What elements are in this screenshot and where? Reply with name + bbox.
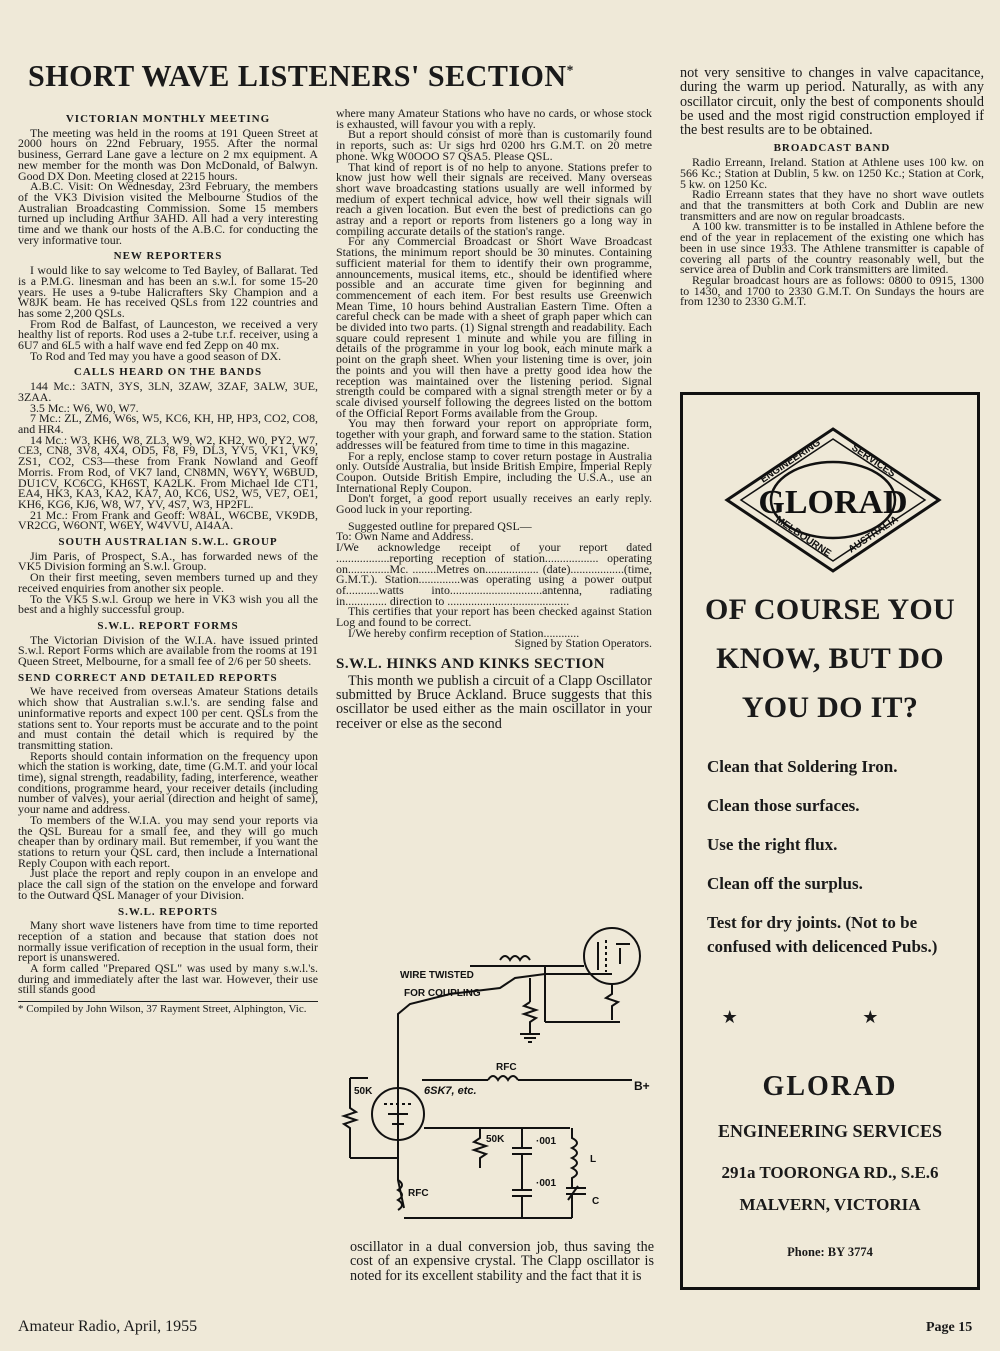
band-144: 144 Mc.: 3ATN, 3YS, 3LN, 3ZAW, 3ZAF, 3ALW, 3UE, 3ZAA. [18,379,318,404]
paragraph: not very sensitive to changes in valve capacitance, during the warm up period. Naturally, as with any oscillator circuit, only the best of components should be used and the most rigid construction employed if the best results are to be obtained. [680,65,984,139]
band-35: 3.5 Mc.: W6, W0, W7. [30,400,139,415]
circuit-label: 50K [486,1134,505,1145]
logo-text: SERVICES [849,442,898,480]
paragraph: To members of the W.I.A. you may send your reports via the QSL Bureau for a small fee, and they will go much cheaper than by ordinary mail. But remember, if you want the stations to return your QSL card, then include a International Reply Coupon with each report. [18,812,318,870]
paragraph: Many short wave listeners have from time to time reported reception of a station and because that station does not normally issue verification of reception in the usual form, their report is unanswered. [18,918,318,965]
footer-page-number: Page 15 [926,1320,973,1335]
paragraph: where many Amateur Stations who have no cards, or whose stock is exhausted, will favour you with a reply. [336,106,652,131]
tip: Clean that Soldering Iron. [707,757,898,776]
logo-text: ENGINEERING [758,437,823,486]
paragraph: A.B.C. Visit: On Wednesday, 23rd February, the members of the VK3 Division visited the Melbourne Studios of the Australian Broadcasting Commission. Some 15 members turned up including Arthur 3AHD. All had a very interesting time and we thank our hosts of the A.B.C. for conducting the very informative tour. [18,179,318,247]
ad-tips [707,755,969,974]
qsl-signed: Signed by Station Operators. [514,636,652,651]
footer-publication: Amateur Radio, April, 1955 [18,1318,198,1335]
page-title: SHORT WAVE LISTENERS' SECTION* [28,58,574,93]
qsl-line: I/We hereby confirm reception of Station............ [348,625,580,640]
band-14: 14 Mc.: W3, KH6, W8, ZL3, W9, W2, KH2, W0, PY2, W7, CE3, CN8, 3V8, 4X4, OD5, F8, F9, DL3, YV5, VK1, VK9, ZS1, CO2, CS3—these from Frank Nowland and Geoff Morris. From Rod, of VK7 land, CN8MN, W6YY, W6BUD, DU1CV, KC6CG, KH6ST, KA2LK. From Michael Ide CT1, EA4, HK3, KA3, KA2, KA7, A0, KC6, US2, W5, VE7, OE1, KH6, KG6, KJ6, W8, W7, YV, 4S7, W3, HP2FL. [18,432,318,511]
circuit-label: B+ [634,1079,650,1093]
paragraph: For any Commercial Broadcast or Short Wave Broadcast Stations, the minimum report should be 30 minutes. Containing sufficient material for them to identify their own programme, announcements, musical items, etc., should be identified where possible and an accurate time given for beginning and commencement of each item. For best results use Greenwich Mean Time, 10 hours behind Australian Eastern Time. Often a careful check can be made with a sheet of graph paper which can be divided into two parts. (1) Signal strength and readability. Each square could represent 1 minute and while you are filling in details of the programme in your log book, each minute mark a point on the graph sheet. When your listening time is over, join the points and you will then have a pretty good idea how the reception was maintained over the listening period. Signal strength could be compared with a signal strength meter or by a scale divised yourself following the degrees listed on the bottom of the Official Report Forms available from the Group. [336,234,652,420]
circuit-label: ·001 [536,1136,557,1147]
logo-name: GLORAD [758,484,908,521]
paragraph: On their first meeting, seven members turned up and they received enquiries from another six people. [18,570,318,595]
paragraph: Just place the report and reply coupon in an envelope and place the call sign of the station on the envelope and forward to the Outward QSL Manager of your Division. [18,866,318,902]
phone-number: Phone: BY 3774 [787,1245,873,1259]
paragraph: Radio Erreann, Ireland. Station at Athlene uses 100 kw. on 566 Kc.; Station at Dublin, 5 kw. on 1250 Kc.; Station at Cork, 5 kw. on 1250 Kc. [680,155,984,191]
paragraph: To Rod and Ted may you have a good season of DX. [30,348,282,363]
paragraph: Regular broadcast hours are as follows: 0800 to 0915, 1300 to 1430, and 1700 to 2330 G.M.T. On Sundays the hours are from 1230 to 2330 G.M.T. [680,272,984,309]
column-3 [680,66,984,307]
band-7: 7 Mc.: ZL, ZM6, W6s, W5, KC6, KH, HP, HP3, CO2, CO8, and HR4. [18,411,318,436]
tip: Clean off the surplus. [707,874,863,893]
paragraph: The meeting was held in the rooms at 191 Queen Street at 2000 hours on 22nd February, 1955. After the normal business, Gerrard Lane gave a lecture on 2 mx equipment. A new member for the month was Don McDonald, of Balwyn. Good DX Don. Meeting closed at 2215 hours. [18,125,318,183]
tip: Use the right flux. [707,835,838,854]
paragraph: A form called "Prepared QSL" was used by many s.w.l.'s. during and immediately after the last war. However, their use still stands good [18,961,318,997]
paragraph: I would like to say welcome to Ted Bayley, of Ballarat. Ted is a P.M.G. linesman and has been an s.w.l. for some 15-20 years. He uses a 9-tube Halicrafters Sky Champion and a W8JK beam. He has received QSLs from 122 countries and has some 2,200 QSLs. [18,263,318,320]
address-line: 291a TOORONGA RD., S.E.6 [721,1163,939,1182]
heading-calls: CALLS HEARD ON THE BANDS [73,366,263,379]
paragraph: Don't forget, a good report usually receives an early reply. Good luck in your reporting. [336,491,652,517]
paragraph: For a reply, enclose stamp to cover return postage in Australia only. Outside Australia, but inside British Empire, Imperial Reply Coupon. Outside British Empire, including the U.S.A., use an International Reply Coupon. [336,448,652,495]
logo-text: AUSTRALIA [846,514,901,556]
heading-broadcast-band: BROADCAST BAND [773,142,891,155]
paragraph: We have received from overseas Amateur Stations details which show that Australian s.w.l.'s. are sending false and uninformative reports and expect 100 per cent. QSLs from the stations sent to. Your reports must be accurate and to the point and must contain the detail which is required by the transmitting station. [18,684,318,752]
paragraph: Reports should contain information on the frequency upon which the station is working, date, time (G.M.T. and your local time), signal strength, readability, fading, interference, weather conditions, programme heard, your receiver details (including number of valves), your aerial (direction and height of same), your name and address. [18,748,318,817]
qsl-line: To: Own Name and Address. [336,529,474,544]
circuit-label: RFC [496,1062,517,1073]
paragraph: You may then forward your report on appropriate form, together with your graph, and forward same to the station. Station addresses will be featured from time to time in this magazine. [336,416,652,452]
paragraph: That kind of report is of no help to anyone. Stations prefer to know just how well their signals are received. Many overseas short wave broadcasting stations usually are well informed by medium of expert technical advice, how well their signals will reach a given location. But even the best of predictions can go astray and a report or reports from listeners go a long way in compiling accurate details of the station's range. [336,159,652,238]
heading-meeting: VICTORIAN MONTHLY MEETING [65,113,271,125]
paragraph: From Rod de Balfast, of Launceston, we received a very healthy list of reports. Rod uses a 2-tube t.r.f. receiver, using a 6U7 and 6L5 with a half wave end fed Zepp on 40 mx. [18,316,318,353]
tip: Test for dry joints. (Not to be confused with delicenced Pubs.) [707,913,938,956]
qsl-outline: Suggested outline for prepared QSL— [348,518,532,533]
heading-report-forms: S.W.L. REPORT FORMS [97,619,239,632]
logo-text: MELBOURNE [773,514,833,560]
qsl-line: This certifies that your report has been checked against Station Log and found to be correct. [336,604,652,630]
heading-new-reporters: NEW REPORTERS [113,250,223,263]
circuit-label: C [592,1196,600,1207]
paragraph: This month we publish a circuit of a Clapp Oscillator submitted by Bruce Ackland. Bruce suggests that this oscillator be used either as the main oscillator in your receiver or else as the second [336,672,652,732]
heading-send-reports: SEND CORRECT AND DETAILED REPORTS [18,671,278,684]
glorad-advertisement [680,392,980,1290]
clapp-oscillator-circuit [340,918,658,1238]
circuit-label: 6SK7, etc. [424,1085,477,1097]
qsl-line: I/We acknowledge receipt of your report dated ..................reporting reception of station.................. operating on..............Mc. ........Metres on.................. (date)..................(time, G.M.T.). Station..............was operating using a power output of...........watts into...............................antenna, radiating in.............. direction to ......................................... [336,540,652,608]
address-line: MALVERN, VICTORIA [739,1195,921,1214]
headline-line: KNOW, BUT DO [716,642,944,675]
tip: Clean those surfaces. [707,796,860,815]
paragraph: Radio Erreann states that they have no short wave outlets and that the transmitters at both Cork and Dublin are new transmitters and are now on regular broadcasts. [680,187,984,223]
circuit-label: L [590,1154,597,1165]
circuit-label: RFC [408,1188,429,1199]
heading-swl-reports: S.W.L. REPORTS [117,905,218,918]
heading-hinks: S.W.L. HINKS AND KINKS SECTION [336,656,606,673]
band-21: 21 Mc.: From Frank and Geoff: W8AL, W6CBE, VK9DB, VR2CG, W6ONT, W6EY, W4VVU, AI4AA. [18,507,318,533]
footnote: * Compiled by John Wilson, 37 Rayment Street, Alphington, Vic. [18,1001,318,1015]
star-icons: ★ ★ [721,1007,939,1027]
company-name: GLORAD [762,1071,898,1102]
paragraph: But a report should consist of more than is customarily found in reports, such as: Ur sigs hrd 0200 hrs G.M.T. on 20 metre phone. Wkg W0OOO S7 QSA5. Please QSL. [336,127,652,163]
paragraph: A 100 kw. transmitter is to be installed in Athlene before the end of the year in replacement of the existing one which has been in use since 1933. The Athlene transmitter is capable of covering all parts of the country reasonably well, but the service area of Dublin and Cork transmitters are limited. [680,219,984,277]
paragraph-continued: oscillator in a dual conversion job, thus saving the cost of an expensive crystal. The Clapp oscillator is noted for its excellent stability and the fact that it is [350,1239,654,1284]
headline-line: YOU DO IT? [741,691,919,724]
circuit-label: WIRE TWISTED [400,970,474,981]
paragraph: Jim Paris, of Prospect, S.A., has forwarded news of the VK5 Division forming an S.w.l. Group. [18,548,318,574]
circuit-label: 50K [354,1086,373,1097]
circuit-label: FOR COUPLING [404,988,481,999]
paragraph: The Victorian Division of the W.I.A. have issued printed S.w.l. Report Forms which are available from the rooms at 191 Queen Street, Melbourne, for a small fee of 2/6 per 50 sheets. [18,632,318,669]
headline-line: OF COURSE YOU [704,593,956,626]
heading-sa-group: SOUTH AUSTRALIAN S.W.L. GROUP [58,536,278,549]
column-1 [18,108,318,1015]
paragraph: To the VK5 S.w.l. Group we here in VK3 wish you all the best and a highly successful group. [18,591,318,617]
column-2 [336,108,652,731]
circuit-label: ·001 [536,1178,557,1189]
glorad-logo [723,425,943,575]
company-subtitle: ENGINEERING SERVICES [718,1121,942,1141]
ad-headline [683,585,977,732]
